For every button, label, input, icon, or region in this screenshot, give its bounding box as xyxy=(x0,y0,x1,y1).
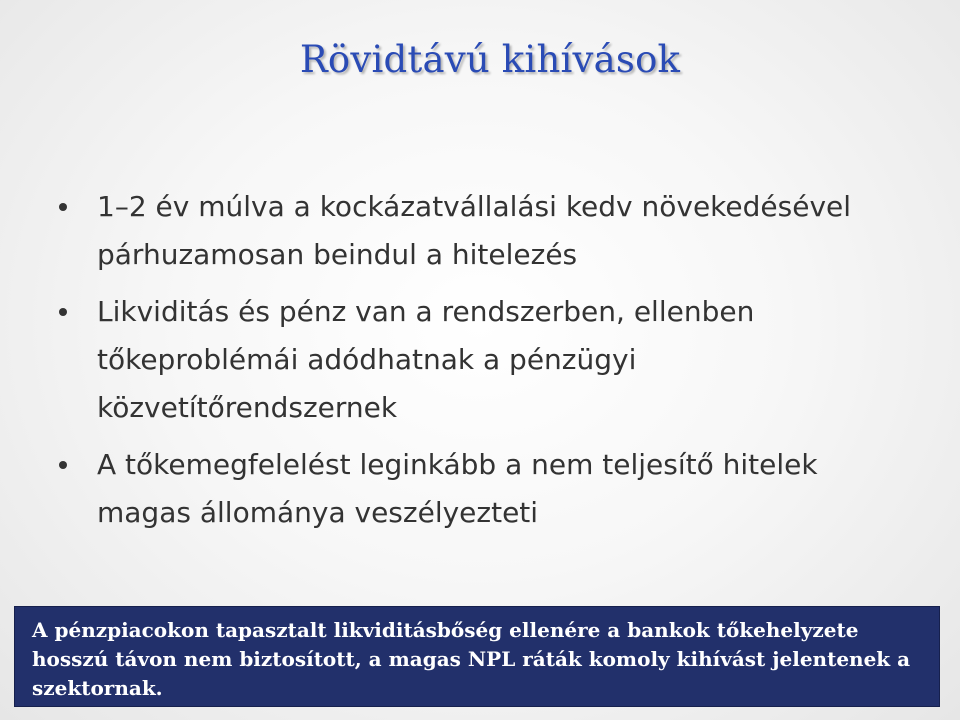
summary-callout-box: A pénzpiacokon tapasztalt likviditásbőség ellenére a bankok tőkehelyzete hosszú távon nem biztosított, a magas NPL ráták komoly kihívást jelentenek a szektornak. xyxy=(14,606,940,707)
slide-title: Rövidtávú kihívások xyxy=(299,38,681,81)
bullet-dot-icon xyxy=(59,308,67,316)
bullet-item xyxy=(55,288,915,432)
bullet-item xyxy=(55,183,915,279)
bullet-dot-icon xyxy=(59,203,67,211)
bullet-text: A tőkemegfelelést leginkább a nem teljesítő hitelek magas állománya veszélyezteti xyxy=(97,448,818,529)
bullet-dot-icon xyxy=(59,461,67,469)
bullet-text: Likviditás és pénz van a rendszerben, ellenben tőkeproblémái adódhatnak a pénzügyi közvetítőrendszernek xyxy=(97,295,755,424)
bullet-item xyxy=(55,441,915,537)
bullet-list xyxy=(55,183,915,546)
bullet-text: 1–2 év múlva a kockázatvállalási kedv növekedésével párhuzamosan beindul a hitelezés xyxy=(97,190,852,271)
